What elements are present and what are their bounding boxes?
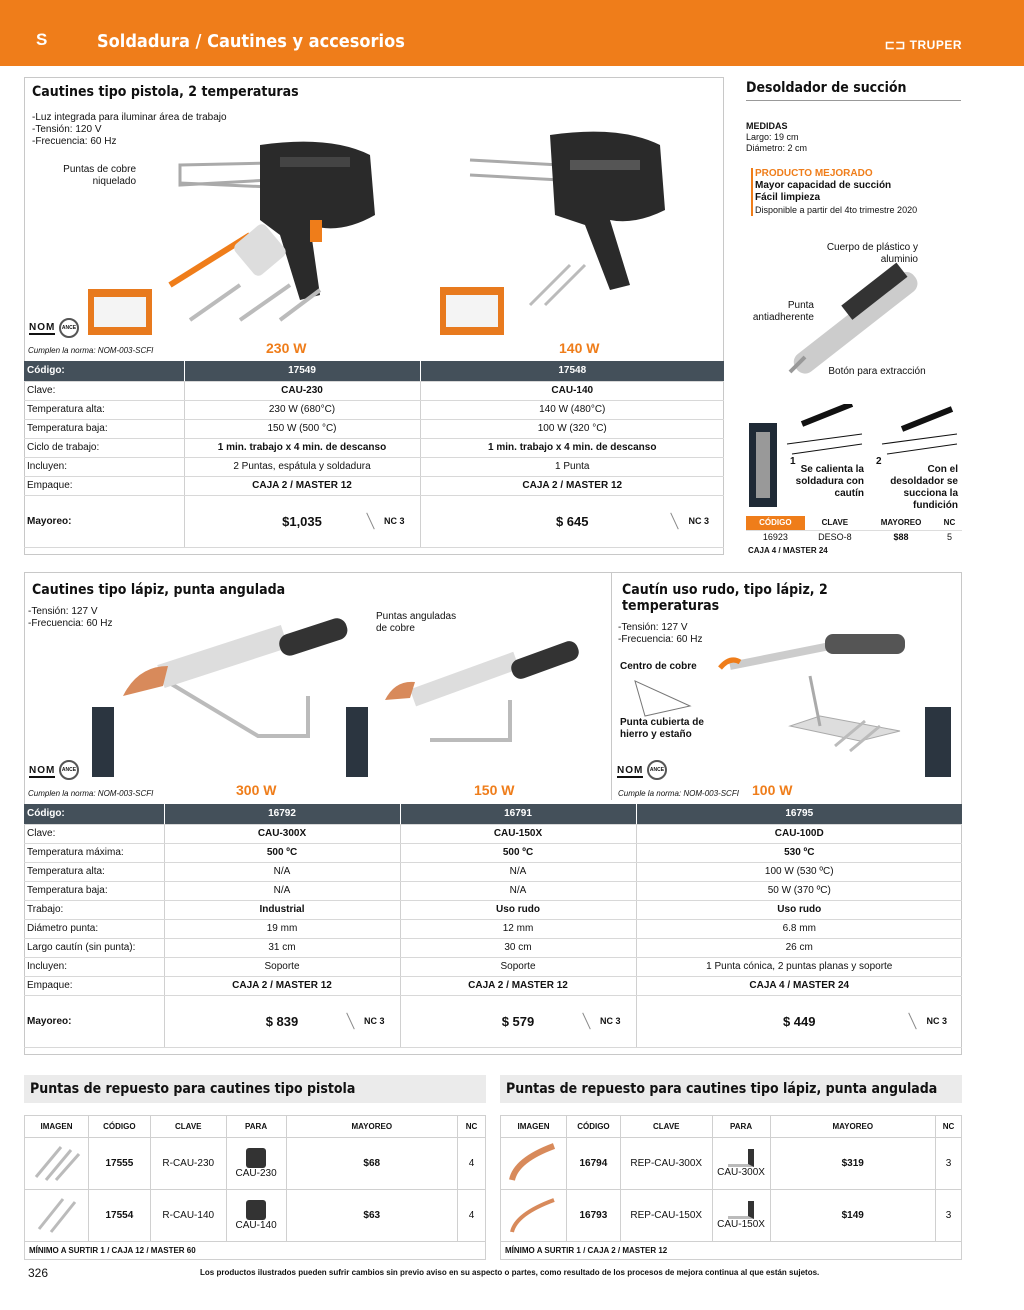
rudo-iron-image [620,626,920,756]
disclaimer: Los productos ilustrados pueden sufrir cambios sin previo aviso en su aspecto o partes, como resultado de los procesos de mejora continua al que están sujetos. [200,1268,820,1277]
price: $ 839 [265,1013,299,1029]
table-row: Temperatura máxima: 500 ºC 500 ºC 530 ºC [24,843,962,862]
rep-pistola-title: Puntas de repuesto para cautines tipo pistola [24,1075,486,1103]
table-row: Ciclo de trabajo: 1 min. trabajo x 4 min. de descanso 1 min. trabajo x 4 min. de descanso [24,438,724,457]
table-row: Temperatura alta: N/A N/A 100 W (530 ºC) [24,862,962,881]
tip-image [501,1190,567,1242]
box-140-image [438,283,508,338]
rudo-callout-center: Centro de cobre [620,661,697,672]
table-row: 16793 REP-CAU-150X CAU-150X $149 3 [501,1190,962,1242]
lapiz-title: Cautines tipo lápiz, punta angulada [32,582,286,598]
table-row: Empaque: CAJA 2 / MASTER 12 CAJA 2 / MASTER 12 CAJA 4 / MASTER 24 [24,976,962,995]
tip-image [25,1138,89,1190]
section-letter: S [36,30,48,49]
rep-pistola-table [24,1115,486,1260]
table-row: Temperatura alta: 230 W (680°C) 140 W (480°C) [24,400,724,419]
desoldador-table [746,516,962,544]
page-number: 326 [28,1266,49,1280]
package-300-image [91,706,115,778]
table-row: Empaque: CAJA 2 / MASTER 12 CAJA 2 / MASTER 12 [24,476,724,495]
lapiz-specs: -Tensión: 127 V -Frecuencia: 60 Hz [28,606,113,629]
step-2: 2 Con el desoldador se succiona la fundición [876,456,958,511]
pistola-callout: Puntas de cobre niquelado [63,164,136,187]
desoldador-packing: CAJA 4 / MASTER 24 [748,546,828,555]
table-row: IMAGEN CÓDIGO CLAVE PARA MAYOREO NC [501,1116,962,1138]
truper-logo: ⊏⊐ TRUPER [884,38,962,52]
desoldador-image [780,262,930,382]
ance-logo: ANCE [59,318,79,338]
table-row: Largo cautín (sin punta): 31 cm 30 cm 26 cm [24,938,962,957]
step-1: 1 Se calienta la soldadura con cautín [790,456,864,499]
table-row: Temperatura baja: N/A N/A 50 W (370 ºC) [24,881,962,900]
table-row: Clave: CAU-300X CAU-150X CAU-100D [24,824,962,843]
package-100-image [924,706,952,778]
price: $1,035 [282,513,322,529]
nc: NC 3 [926,1016,947,1026]
desoldador-medidas: MEDIDAS Largo: 19 cm Diámetro: 2 cm [746,121,808,153]
lapiz-spec-table [24,804,962,1048]
nom-logo: NOM [617,765,644,776]
pistola-spec-table [24,361,724,548]
table-row: MÍNIMO A SURTIR 1 / CAJA 12 / MASTER 60 [25,1242,486,1260]
table-row: Diámetro punta: 19 mm 12 mm 6.8 mm [24,919,962,938]
nc: NC 3 [688,516,709,526]
desoldador-title: Desoldador de succión [746,80,961,101]
watt-300: 300 W [236,782,277,798]
rudo-callout-tip: Punta cubierta de hierro y estaño [620,717,704,740]
ance-logo: ANCE [647,760,667,780]
rep-lapiz-table [500,1115,962,1260]
price-row: Mayoreo: $1,035 NC 3 $ 645 NC 3 [24,495,724,547]
table-row: 16794 REP-CAU-300X CAU-300X $319 3 [501,1138,962,1190]
desoldador-callout-body: Cuerpo de plástico y aluminio [826,242,918,265]
pistola-norm: Cumplen la norma: NOM-003-SCFI [28,346,154,355]
rudo-norm: Cumple la norma: NOM-003-SCFI [618,789,739,798]
table-row: CÓDIGO CLAVE MAYOREO NC [746,516,962,530]
soldering-gun-230-image [160,125,410,335]
table-row: Incluyen: 2 Puntas, espátula y soldadura 1 Punta [24,457,724,476]
watt-150: 150 W [474,782,515,798]
table-row: IMAGEN CÓDIGO CLAVE PARA MAYOREO NC [25,1116,486,1138]
nom-logo: NOM [29,322,56,333]
pistola-title: Cautines tipo pistola, 2 temperaturas [32,84,299,100]
pencil-iron-300-image [118,606,368,746]
lapiz-callout: Puntas anguladas de cobre [376,611,457,634]
rep-lapiz-title: Puntas de repuesto para cautines tipo lápiz, punta angulada [500,1075,962,1103]
nom-logo: NOM [29,765,56,776]
nc: NC 3 [363,1016,385,1026]
ance-logo: ANCE [59,760,79,780]
pencil-iron-150-image [380,640,600,760]
table-row: Código: 17549 17548 [24,361,724,381]
rudo-specs: -Tensión: 127 V -Frecuencia: 60 Hz [618,622,703,645]
watt-230: 230 W [266,340,307,356]
logo-mark-icon: ⊏⊐ [884,38,910,52]
table-row: Código: 16792 16791 16795 [24,804,962,824]
table-row: 16923 DESO-8 $88 5 [762,532,952,543]
page-header [0,0,1024,66]
desoldador-callout-tip: Punta antiadherente [752,300,814,323]
desoldar-steps-image [782,404,962,462]
gun-icon [246,1148,266,1168]
iron-icon [728,1201,754,1219]
lapiz-norm: Cumplen la norma: NOM-003-SCFI [28,789,154,798]
desoldador-mejorado: PRODUCTO MEJORADO Mayor capacidad de succión Fácil limpieza Disponible a partir del 4to trimestre 2020 [751,168,917,216]
table-row: Incluyen: Soporte Soporte 1 Punta cónica, 2 puntas planas y soporte [24,957,962,976]
watt-100: 100 W [752,782,793,798]
iron-icon [728,1149,754,1167]
gun-icon [246,1200,266,1220]
table-row: Clave: CAU-230 CAU-140 [24,381,724,400]
table-row: 17555 R-CAU-230 CAU-230 $68 4 [25,1138,486,1190]
package-150-image [345,706,369,778]
desoldador-package-image [748,422,778,508]
section-title: Soldadura / Cautines y accesorios [97,31,405,52]
table-row: Temperatura baja: 150 W (500 °C) 100 W (320 °C) [24,419,724,438]
table-row: MÍNIMO A SURTIR 1 / CAJA 2 / MASTER 12 [501,1242,962,1260]
price: $ 449 [782,1013,816,1029]
watt-140: 140 W [559,340,600,356]
nc: NC 3 [599,1016,621,1026]
nc: NC 3 [383,516,405,526]
box-230-image [86,283,156,338]
table-row: Trabajo: Industrial Uso rudo Uso rudo [24,900,962,919]
price-row: Mayoreo: $ 839 NC 3 $ 579 NC 3 $ 449 NC 3 [24,995,962,1047]
rudo-title: Cautín uso rudo, tipo lápiz, 2 temperaturas [622,582,828,614]
tip-image [501,1138,567,1190]
price: $ 645 [555,513,589,529]
tip-image [25,1190,89,1242]
pistola-specs: -Luz integrada para iluminar área de trabajo -Tensión: 120 V -Frecuencia: 60 Hz [32,112,227,147]
table-row: 17554 R-CAU-140 CAU-140 $63 4 [25,1190,486,1242]
price: $ 579 [501,1013,535,1029]
desoldador-callout-button: Botón para extracción [828,366,926,377]
